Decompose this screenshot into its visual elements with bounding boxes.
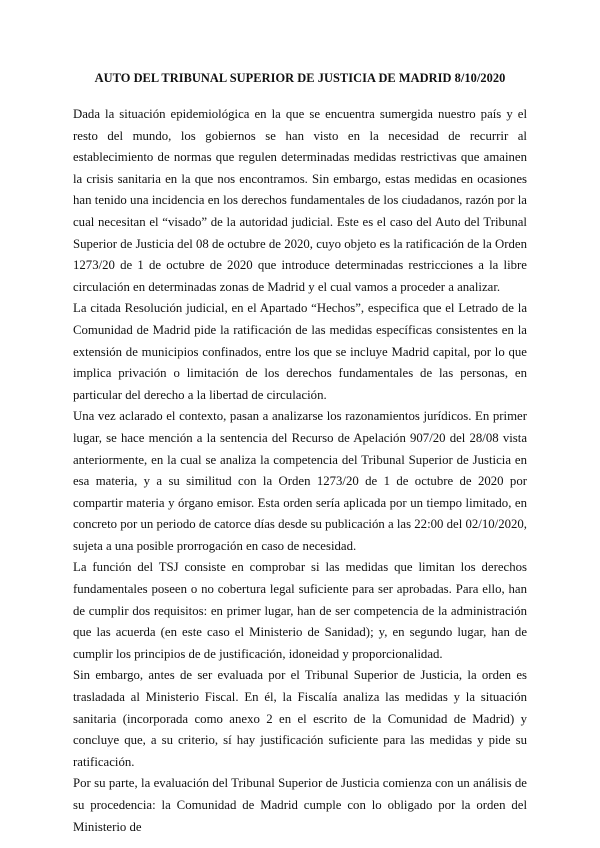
paragraph-context: Dada la situación epidemiológica en la que se encuentra sumergida nuestro país y el resto del mundo, los gobiernos se han visto en la necesidad de recurrir al establecimiento de normas que regulen determinadas medidas restrictivas que amainen la crisis sanitaria en la que nos encontramos. Sin embargo, estas medidas en ocasiones han tenido una incidencia en los derechos fundamentales de los ciudadanos, razón por la cual necesitan el “visado” de la autoridad judicial. Este es el caso del Auto del Tribunal Superior de Justicia del 08 de octubre de 2020, cuyo objeto es la ratificación de la Orden 1273/20 de 1 de octubre de 2020 que introduce determinadas restricciones a la libre circulación en determinadas zonas de Madrid y el cual vamos a proceder a analizar. [73, 107, 527, 294]
document-title: AUTO DEL TRIBUNAL SUPERIOR DE JUSTICIA DE MADRID 8/10/2020 [94, 71, 506, 85]
paragraph-funcion-tsj: La función del TSJ consiste en comprobar si las medidas que limitan los derechos fundamentales poseen o no cobertura legal suficiente para ser aprobadas. Para ello, han de cumplir dos requisitos: en primer lugar, han de ser competencia de la administración que las acuerda (en este caso el Ministerio de Sanidad); y, en segundo lugar, han de cumplir los principios de de justificación, idoneidad y proporcionalidad. [73, 560, 527, 661]
document-body [73, 104, 527, 838]
paragraph-ministerio-fiscal: Sin embargo, antes de ser evaluada por el Tribunal Superior de Justicia, la orden es trasladada al Ministerio Fiscal. En él, la Fiscalía analiza las medidas y la situación sanitaria (incorporada como anexo 2 en el escrito de la Comunidad de Madrid) y concluye que, a su criterio, sí hay justificación suficiente para las medidas y pide su ratificación. [73, 668, 527, 769]
paragraph-evaluacion: Por su parte, la evaluación del Tribunal Superior de Justicia comienza con un análisis de su procedencia: la Comunidad de Madrid cumple con lo obligado por la orden del Ministerio de [73, 776, 527, 834]
paragraph-hechos: La citada Resolución judicial, en el Apartado “Hechos”, especifica que el Letrado de la Comunidad de Madrid pide la ratificación de las medidas específicas consistentes en la extensión de municipios confinados, entre los que se incluye Madrid capital, por lo que implica privación o limitación de los derechos fundamentales de las personas, en particular del derecho a la libertad de circulación. [73, 301, 527, 402]
paragraph-razonamientos: Una vez aclarado el contexto, pasan a analizarse los razonamientos jurídicos. En primer lugar, se hace mención a la sentencia del Recurso de Apelación 907/20 del 28/08 vista anteriormente, en la cual se analiza la competencia del Tribunal Superior de Justicia en esa materia, y a su similitud con la Orden 1273/20 de 1 de octubre de 2020 por compartir materia y órgano emisor. Esta orden sería aplicada por un tiempo limitado, en concreto por un periodo de catorce días desde su publicación a las 22:00 del 02/10/2020, sujeta a una posible prorrogación en caso de necesidad. [73, 409, 527, 553]
